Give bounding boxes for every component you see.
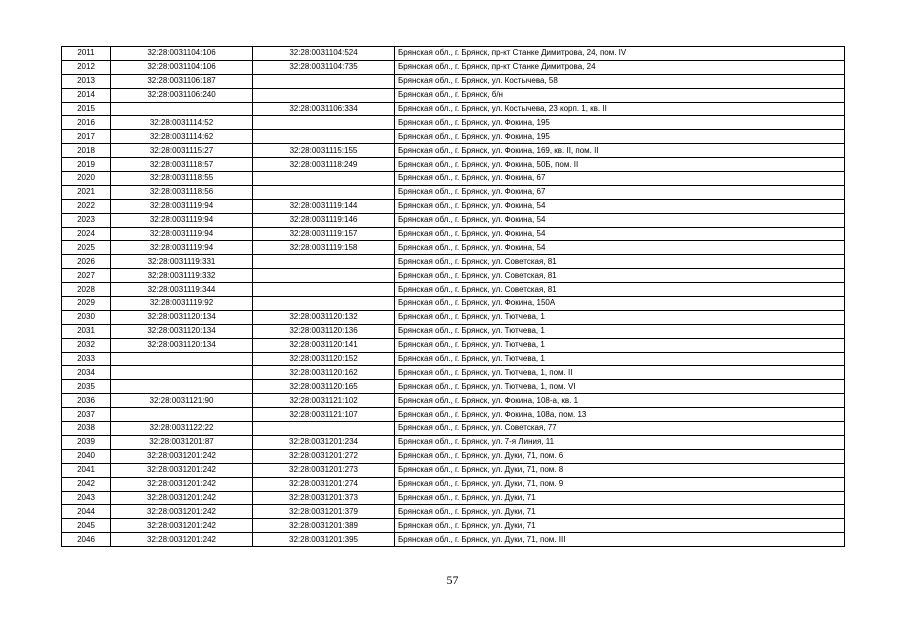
row-number-cell: 2030: [62, 310, 111, 324]
land-cadastral-number-cell: 32:28:0031201:242: [111, 505, 253, 519]
address-cell: Брянская обл., г. Брянск, ул. Фокина, 150А: [395, 297, 845, 311]
row-number-cell: 2015: [62, 102, 111, 116]
address-cell: Брянская обл., г. Брянск, ул. Костычева, 58: [395, 74, 845, 88]
address-cell: Брянская обл., г. Брянск, ул. Фокина, 54: [395, 213, 845, 227]
row-number-cell: 2019: [62, 158, 111, 172]
address-cell: Брянская обл., г. Брянск, ул. Тютчева, 1: [395, 338, 845, 352]
row-number-cell: 2013: [62, 74, 111, 88]
table-row: [62, 102, 845, 116]
land-cadastral-number-cell: 32:28:0031114:52: [111, 116, 253, 130]
row-number-cell: 2046: [62, 533, 111, 547]
object-cadastral-number-cell: [253, 269, 395, 283]
table-row: [62, 116, 845, 130]
row-number-cell: 2032: [62, 338, 111, 352]
land-cadastral-number-cell: 32:28:0031201:242: [111, 449, 253, 463]
land-cadastral-number-cell: 32:28:0031104:106: [111, 60, 253, 74]
table-row: [62, 519, 845, 533]
row-number-cell: 2042: [62, 477, 111, 491]
address-cell: Брянская обл., г. Брянск, ул. Дуки, 71, пом. 8: [395, 463, 845, 477]
table-row: [62, 241, 845, 255]
table-row: [62, 491, 845, 505]
address-cell: Брянская обл., г. Брянск, ул. Фокина, 50Б, пом. II: [395, 158, 845, 172]
table-row: [62, 47, 845, 61]
land-cadastral-number-cell: 32:28:0031119:94: [111, 227, 253, 241]
land-cadastral-number-cell: [111, 408, 253, 422]
table-row: [62, 213, 845, 227]
row-number-cell: 2044: [62, 505, 111, 519]
object-cadastral-number-cell: [253, 255, 395, 269]
land-cadastral-number-cell: 32:28:0031201:87: [111, 435, 253, 449]
land-cadastral-number-cell: 32:28:0031119:331: [111, 255, 253, 269]
land-cadastral-number-cell: 32:28:0031104:106: [111, 47, 253, 61]
row-number-cell: 2012: [62, 60, 111, 74]
table-row: [62, 185, 845, 199]
row-number-cell: 2028: [62, 283, 111, 297]
address-cell: Брянская обл., г. Брянск, ул. Фокина, 195: [395, 116, 845, 130]
table-row: [62, 338, 845, 352]
address-cell: Брянская обл., г. Брянск, ул. Советская, 81: [395, 255, 845, 269]
address-cell: Брянская обл., г. Брянск, ул. Дуки, 71, пом. III: [395, 533, 845, 547]
table-row: [62, 227, 845, 241]
table-row: [62, 297, 845, 311]
object-cadastral-number-cell: 32:28:0031115:155: [253, 144, 395, 158]
object-cadastral-number-cell: 32:28:0031119:146: [253, 213, 395, 227]
object-cadastral-number-cell: 32:28:0031121:102: [253, 394, 395, 408]
object-cadastral-number-cell: [253, 283, 395, 297]
table-row: [62, 130, 845, 144]
row-number-cell: 2022: [62, 199, 111, 213]
land-cadastral-number-cell: 32:28:0031120:134: [111, 324, 253, 338]
object-cadastral-number-cell: 32:28:0031201:389: [253, 519, 395, 533]
row-number-cell: 2014: [62, 88, 111, 102]
row-number-cell: 2029: [62, 297, 111, 311]
object-cadastral-number-cell: [253, 88, 395, 102]
table-row: [62, 324, 845, 338]
table-row: [62, 463, 845, 477]
table-row: [62, 60, 845, 74]
address-cell: Брянская обл., г. Брянск, ул. Фокина, 54: [395, 227, 845, 241]
object-cadastral-number-cell: 32:28:0031201:272: [253, 449, 395, 463]
table-row: [62, 158, 845, 172]
land-cadastral-number-cell: 32:28:0031201:242: [111, 463, 253, 477]
row-number-cell: 2017: [62, 130, 111, 144]
table-row: [62, 477, 845, 491]
object-cadastral-number-cell: 32:28:0031201:395: [253, 533, 395, 547]
address-cell: Брянская обл., г. Брянск, ул. Фокина, 67: [395, 172, 845, 186]
land-cadastral-number-cell: [111, 352, 253, 366]
land-cadastral-number-cell: 32:28:0031119:94: [111, 213, 253, 227]
table-row: [62, 352, 845, 366]
land-cadastral-number-cell: [111, 366, 253, 380]
table-row: [62, 144, 845, 158]
object-cadastral-number-cell: [253, 172, 395, 186]
land-cadastral-number-cell: 32:28:0031201:242: [111, 477, 253, 491]
land-cadastral-number-cell: 32:28:0031120:134: [111, 338, 253, 352]
address-cell: Брянская обл., г. Брянск, ул. Тютчева, 1, пом. II: [395, 366, 845, 380]
table-row: [62, 269, 845, 283]
table-row: [62, 408, 845, 422]
address-cell: Брянская обл., г. Брянск, ул. Дуки, 71: [395, 505, 845, 519]
address-cell: Брянская обл., г. Брянск, ул. Тютчева, 1: [395, 352, 845, 366]
cadastral-table: [61, 46, 845, 547]
object-cadastral-number-cell: 32:28:0031104:735: [253, 60, 395, 74]
land-cadastral-number-cell: 32:28:0031119:94: [111, 199, 253, 213]
object-cadastral-number-cell: 32:28:0031201:274: [253, 477, 395, 491]
object-cadastral-number-cell: 32:28:0031201:234: [253, 435, 395, 449]
row-number-cell: 2027: [62, 269, 111, 283]
table-row: [62, 422, 845, 436]
row-number-cell: 2043: [62, 491, 111, 505]
row-number-cell: 2041: [62, 463, 111, 477]
row-number-cell: 2037: [62, 408, 111, 422]
table-row: [62, 505, 845, 519]
row-number-cell: 2021: [62, 185, 111, 199]
row-number-cell: 2039: [62, 435, 111, 449]
row-number-cell: 2038: [62, 422, 111, 436]
land-cadastral-number-cell: [111, 102, 253, 116]
row-number-cell: 2023: [62, 213, 111, 227]
object-cadastral-number-cell: 32:28:0031120:152: [253, 352, 395, 366]
object-cadastral-number-cell: 32:28:0031120:165: [253, 380, 395, 394]
object-cadastral-number-cell: 32:28:0031120:141: [253, 338, 395, 352]
land-cadastral-number-cell: 32:28:0031201:242: [111, 533, 253, 547]
object-cadastral-number-cell: 32:28:0031120:136: [253, 324, 395, 338]
row-number-cell: 2035: [62, 380, 111, 394]
address-cell: Брянская обл., г. Брянск, ул. Фокина, 195: [395, 130, 845, 144]
land-cadastral-number-cell: 32:28:0031119:344: [111, 283, 253, 297]
row-number-cell: 2036: [62, 394, 111, 408]
land-cadastral-number-cell: 32:28:0031119:94: [111, 241, 253, 255]
row-number-cell: 2045: [62, 519, 111, 533]
object-cadastral-number-cell: 32:28:0031119:158: [253, 241, 395, 255]
table-row: [62, 366, 845, 380]
object-cadastral-number-cell: 32:28:0031201:379: [253, 505, 395, 519]
object-cadastral-number-cell: [253, 422, 395, 436]
address-cell: Брянская обл., г. Брянск, пр-кт Станке Димитрова, 24: [395, 60, 845, 74]
address-cell: Брянская обл., г. Брянск, ул. Фокина, 54: [395, 199, 845, 213]
row-number-cell: 2011: [62, 47, 111, 61]
address-cell: Брянская обл., г. Брянск, ул. Костычева, 23 корп. 1, кв. II: [395, 102, 845, 116]
land-cadastral-number-cell: 32:28:0031118:55: [111, 172, 253, 186]
table-row: [62, 199, 845, 213]
address-cell: Брянская обл., г. Брянск, б/н: [395, 88, 845, 102]
table-row: [62, 449, 845, 463]
address-cell: Брянская обл., г. Брянск, ул. 7-я Линия, 11: [395, 435, 845, 449]
land-cadastral-number-cell: [111, 380, 253, 394]
table-row: [62, 88, 845, 102]
object-cadastral-number-cell: 32:28:0031201:373: [253, 491, 395, 505]
object-cadastral-number-cell: 32:28:0031104:524: [253, 47, 395, 61]
address-cell: Брянская обл., г. Брянск, ул. Фокина, 67: [395, 185, 845, 199]
address-cell: Брянская обл., г. Брянск, ул. Дуки, 71, пом. 6: [395, 449, 845, 463]
address-cell: Брянская обл., г. Брянск, ул. Советская, 77: [395, 422, 845, 436]
land-cadastral-number-cell: 32:28:0031201:242: [111, 491, 253, 505]
address-cell: Брянская обл., г. Брянск, ул. Советская, 81: [395, 269, 845, 283]
table-row: [62, 394, 845, 408]
table-row: [62, 283, 845, 297]
address-cell: Брянская обл., г. Брянск, ул. Дуки, 71, пом. 9: [395, 477, 845, 491]
table-body: [62, 47, 845, 547]
object-cadastral-number-cell: 32:28:0031119:144: [253, 199, 395, 213]
object-cadastral-number-cell: [253, 74, 395, 88]
address-cell: Брянская обл., г. Брянск, ул. Фокина, 108-а, кв. 1: [395, 394, 845, 408]
row-number-cell: 2024: [62, 227, 111, 241]
row-number-cell: 2031: [62, 324, 111, 338]
object-cadastral-number-cell: 32:28:0031120:162: [253, 366, 395, 380]
object-cadastral-number-cell: [253, 116, 395, 130]
object-cadastral-number-cell: 32:28:0031119:157: [253, 227, 395, 241]
table-row: [62, 533, 845, 547]
land-cadastral-number-cell: 32:28:0031114:62: [111, 130, 253, 144]
row-number-cell: 2018: [62, 144, 111, 158]
address-cell: Брянская обл., г. Брянск, ул. Тютчева, 1, пом. VI: [395, 380, 845, 394]
table-row: [62, 255, 845, 269]
address-cell: Брянская обл., г. Брянск, пр-кт Станке Димитрова, 24, пом. IV: [395, 47, 845, 61]
row-number-cell: 2040: [62, 449, 111, 463]
table-row: [62, 310, 845, 324]
row-number-cell: 2025: [62, 241, 111, 255]
row-number-cell: 2020: [62, 172, 111, 186]
land-cadastral-number-cell: 32:28:0031106:240: [111, 88, 253, 102]
object-cadastral-number-cell: 32:28:0031106:334: [253, 102, 395, 116]
land-cadastral-number-cell: 32:28:0031122:22: [111, 422, 253, 436]
page-number: 57: [446, 573, 459, 587]
address-cell: Брянская обл., г. Брянск, ул. Тютчева, 1: [395, 324, 845, 338]
object-cadastral-number-cell: 32:28:0031121:107: [253, 408, 395, 422]
object-cadastral-number-cell: [253, 297, 395, 311]
address-cell: Брянская обл., г. Брянск, ул. Советская, 81: [395, 283, 845, 297]
row-number-cell: 2033: [62, 352, 111, 366]
table-row: [62, 435, 845, 449]
address-cell: Брянская обл., г. Брянск, ул. Фокина, 169, кв. II, пом. II: [395, 144, 845, 158]
address-cell: Брянская обл., г. Брянск, ул. Дуки, 71: [395, 491, 845, 505]
object-cadastral-number-cell: [253, 130, 395, 144]
object-cadastral-number-cell: 32:28:0031118:249: [253, 158, 395, 172]
address-cell: Брянская обл., г. Брянск, ул. Фокина, 108а, пом. 13: [395, 408, 845, 422]
table-row: [62, 74, 845, 88]
row-number-cell: 2016: [62, 116, 111, 130]
land-cadastral-number-cell: 32:28:0031120:134: [111, 310, 253, 324]
table-row: [62, 172, 845, 186]
land-cadastral-number-cell: 32:28:0031119:92: [111, 297, 253, 311]
row-number-cell: 2034: [62, 366, 111, 380]
land-cadastral-number-cell: 32:28:0031119:332: [111, 269, 253, 283]
land-cadastral-number-cell: 32:28:0031118:56: [111, 185, 253, 199]
land-cadastral-number-cell: 32:28:0031121:90: [111, 394, 253, 408]
address-cell: Брянская обл., г. Брянск, ул. Дуки, 71: [395, 519, 845, 533]
object-cadastral-number-cell: 32:28:0031120:132: [253, 310, 395, 324]
land-cadastral-number-cell: 32:28:0031115:27: [111, 144, 253, 158]
land-cadastral-number-cell: 32:28:0031106:187: [111, 74, 253, 88]
object-cadastral-number-cell: [253, 185, 395, 199]
land-cadastral-number-cell: 32:28:0031201:242: [111, 519, 253, 533]
address-cell: Брянская обл., г. Брянск, ул. Тютчева, 1: [395, 310, 845, 324]
land-cadastral-number-cell: 32:28:0031118:57: [111, 158, 253, 172]
address-cell: Брянская обл., г. Брянск, ул. Фокина, 54: [395, 241, 845, 255]
object-cadastral-number-cell: 32:28:0031201:273: [253, 463, 395, 477]
table-row: [62, 380, 845, 394]
row-number-cell: 2026: [62, 255, 111, 269]
